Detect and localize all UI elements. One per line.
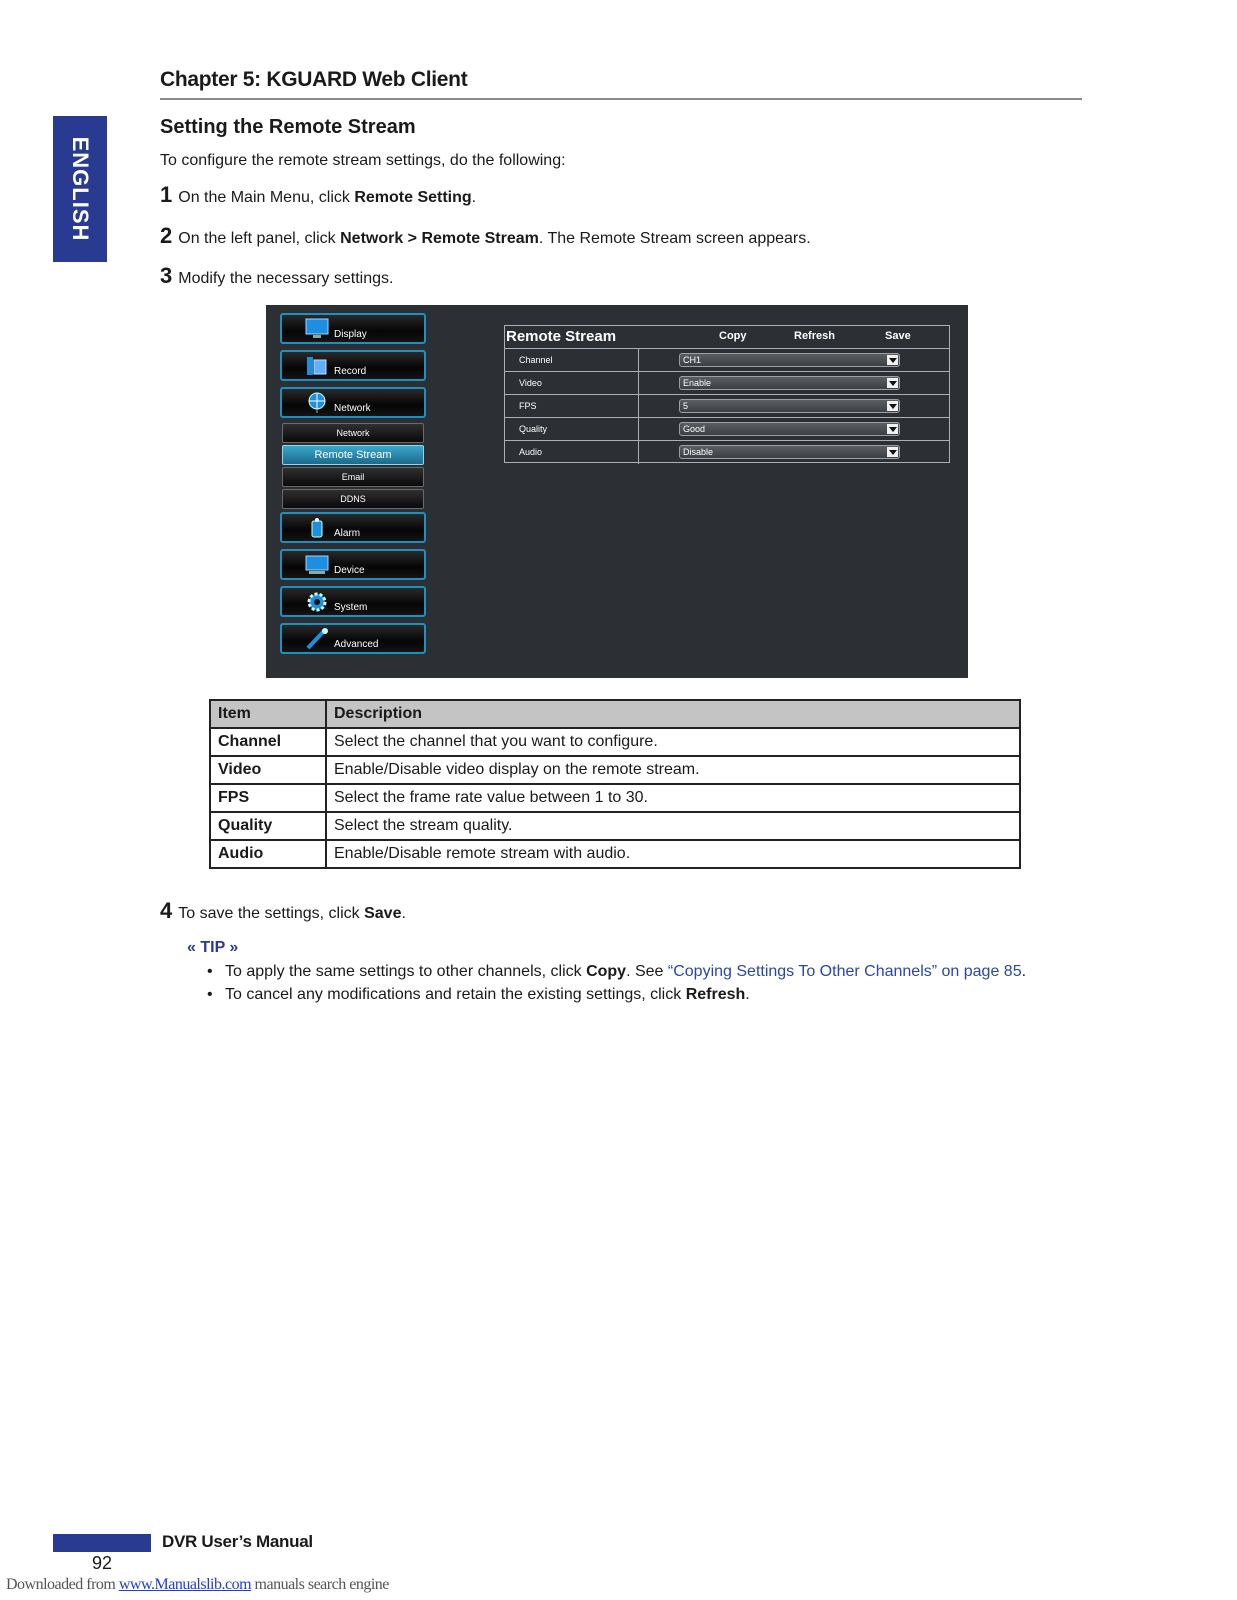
tip-text: . — [745, 986, 750, 1003]
language-label: ENGLISH — [68, 136, 93, 242]
dropdown-arrow-icon[interactable] — [887, 447, 898, 457]
remote-stream-panel — [504, 325, 950, 463]
subnav-ddns[interactable]: DDNS — [282, 489, 424, 509]
step-text: On the Main Menu, click — [178, 189, 355, 206]
tip-bold: Refresh — [685, 986, 746, 1003]
table-item: Channel — [210, 728, 326, 756]
step-text: Modify the necessary settings. — [178, 270, 394, 287]
nav-label: Advanced — [334, 639, 379, 650]
table-header: Item — [210, 700, 326, 728]
step-text-end: . The Remote Stream screen appears. — [538, 230, 811, 247]
dropdown-arrow-icon[interactable] — [887, 424, 898, 434]
nav-network-button[interactable] — [280, 387, 426, 418]
table-row — [210, 728, 1020, 756]
save-button[interactable]: Save — [885, 330, 911, 342]
tip-heading: « TIP » — [187, 939, 239, 956]
nav-advanced-button[interactable] — [280, 623, 426, 654]
setting-label: Quality — [519, 424, 548, 434]
select-value: Good — [683, 424, 706, 434]
remote-stream-screenshot — [266, 305, 968, 678]
step-bold: Save — [364, 905, 402, 922]
step-2 — [160, 223, 811, 249]
step-number: 2 — [160, 223, 173, 248]
language-tab — [53, 116, 107, 262]
nav-label: Record — [334, 366, 367, 377]
step-3 — [160, 263, 393, 289]
step-4 — [160, 898, 406, 924]
nav-system-button[interactable] — [280, 586, 426, 617]
nav-label: Device — [334, 565, 365, 576]
setting-label: Channel — [519, 355, 553, 365]
nav-display-button[interactable] — [280, 313, 426, 344]
footer-title: DVR User’s Manual — [162, 1532, 313, 1551]
table-row — [210, 812, 1020, 840]
tip-text: . See — [626, 963, 668, 980]
table-row — [210, 840, 1020, 868]
tip-text: . — [1021, 963, 1027, 980]
setting-row-quality — [505, 417, 949, 441]
table-desc: Select the frame rate value between 1 to 30. — [326, 784, 1020, 812]
refresh-button[interactable]: Refresh — [794, 330, 835, 342]
download-note — [6, 1576, 389, 1594]
page-number: 92 — [92, 1553, 113, 1573]
tip-list — [205, 960, 1065, 1006]
step-text: To save the settings, click — [178, 905, 365, 922]
table-item: Video — [210, 756, 326, 784]
table-header: Description — [326, 700, 1020, 728]
step-text: On the left panel, click — [178, 230, 341, 247]
setting-label: FPS — [519, 401, 537, 411]
globe-icon — [304, 392, 330, 414]
nav-label: Display — [334, 329, 367, 340]
record-icon — [304, 355, 330, 377]
dropdown-arrow-icon[interactable] — [887, 401, 898, 411]
intro-text: To configure the remote stream settings, do the following: — [160, 152, 566, 169]
nav-label: System — [334, 602, 368, 613]
subnav-remote-stream[interactable]: Remote Stream — [282, 445, 424, 465]
fps-select[interactable] — [679, 399, 900, 413]
audio-select[interactable] — [679, 445, 900, 459]
settings-table — [209, 699, 1021, 869]
dropdown-arrow-icon[interactable] — [887, 378, 898, 388]
select-value: Enable — [683, 378, 712, 388]
table-header-row — [210, 700, 1020, 728]
table-desc: Select the stream quality. — [326, 812, 1020, 840]
setting-row-channel — [505, 348, 949, 372]
table-row — [210, 756, 1020, 784]
section-title: Setting the Remote Stream — [160, 116, 416, 138]
cross-reference-link[interactable]: “Copying Settings To Other Channels” on page 85 — [667, 963, 1022, 980]
download-text: Downloaded from — [6, 1576, 119, 1593]
select-value: 5 — [683, 401, 689, 411]
subnav-network[interactable]: Network — [282, 423, 424, 443]
video-select[interactable] — [679, 376, 900, 390]
copy-button[interactable]: Copy — [719, 330, 747, 342]
nav-device-button[interactable] — [280, 549, 426, 580]
setting-row-audio — [505, 440, 949, 464]
table-row — [210, 784, 1020, 812]
tip-item — [205, 983, 1065, 1006]
step-number: 1 — [160, 182, 173, 207]
nav-alarm-button[interactable] — [280, 512, 426, 543]
table-item: Quality — [210, 812, 326, 840]
monitor-icon — [304, 318, 330, 340]
tools-icon — [304, 628, 330, 650]
setting-row-fps — [505, 394, 949, 418]
device-icon — [304, 554, 330, 576]
tip-text: To apply the same settings to other channels, click — [225, 963, 587, 980]
download-text-end: manuals search engine — [251, 1576, 389, 1593]
step-1 — [160, 182, 476, 208]
tip-bold: Copy — [586, 963, 627, 980]
dropdown-arrow-icon[interactable] — [887, 355, 898, 365]
quality-select[interactable] — [679, 422, 900, 436]
nav-record-button[interactable] — [280, 350, 426, 381]
channel-select[interactable] — [679, 353, 900, 367]
tip-text: To cancel any modifications and retain the existing settings, click — [225, 986, 686, 1003]
table-desc: Enable/Disable video display on the remote stream. — [326, 756, 1020, 784]
setting-label: Audio — [519, 447, 543, 457]
panel-title: Remote Stream — [506, 328, 617, 345]
step-number: 4 — [160, 898, 173, 923]
setting-row-video — [505, 371, 949, 395]
nav-label: Alarm — [334, 528, 361, 539]
table-desc: Enable/Disable remote stream with audio. — [326, 840, 1020, 868]
step-text-end: . — [401, 905, 406, 922]
table-desc: Select the channel that you want to configure. — [326, 728, 1020, 756]
gear-icon — [304, 591, 330, 613]
footer-bar — [53, 1534, 151, 1552]
manualslib-link[interactable]: www.Manualslib.com — [118, 1576, 252, 1593]
chapter-title: Chapter 5: KGUARD Web Client — [160, 68, 468, 91]
step-bold: Remote Setting — [354, 189, 472, 206]
table-item: Audio — [210, 840, 326, 868]
step-bold: Network > Remote Stream — [340, 230, 539, 247]
tip-item — [205, 960, 1065, 983]
table-item: FPS — [210, 784, 326, 812]
chapter-rule — [160, 98, 1082, 100]
step-number: 3 — [160, 263, 173, 288]
alarm-icon — [304, 517, 330, 539]
select-value: Disable — [683, 447, 714, 457]
setting-label: Video — [519, 378, 542, 388]
step-text-end: . — [471, 189, 477, 206]
subnav-email[interactable]: Email — [282, 467, 424, 487]
select-value: CH1 — [683, 355, 702, 365]
nav-label: Network — [334, 403, 371, 414]
